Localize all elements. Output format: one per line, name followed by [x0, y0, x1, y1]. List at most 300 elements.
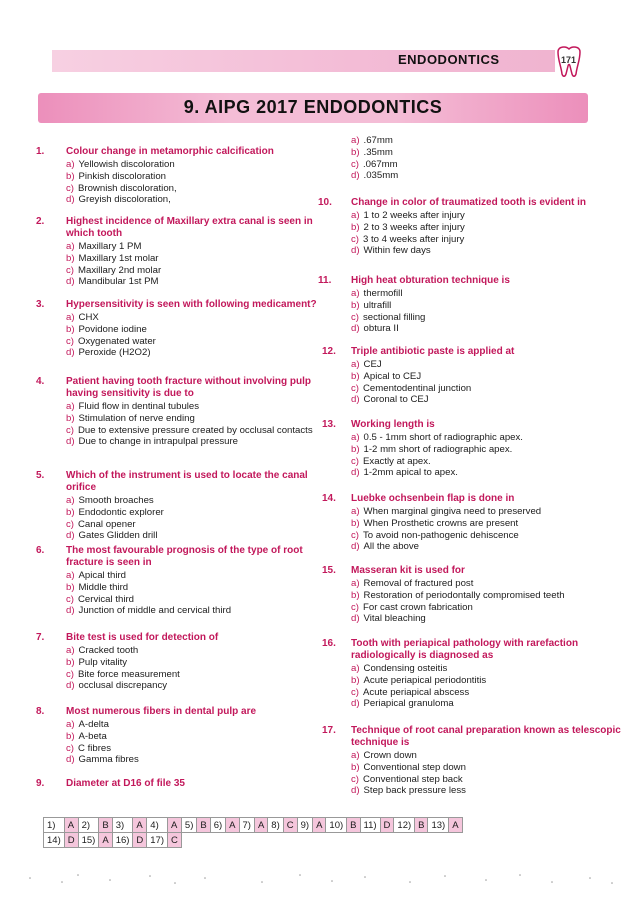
option-letter: c): [351, 773, 359, 785]
option-text: .067mm: [363, 158, 398, 170]
options-cont: [351, 135, 398, 182]
answer-number: 3): [112, 818, 133, 833]
option-text: Gates Glidden drill: [78, 530, 158, 542]
option-item: [66, 253, 161, 265]
option-letter: b): [66, 412, 75, 424]
option-letter: d): [66, 347, 75, 359]
option-item: [351, 371, 471, 383]
option-item: [66, 276, 161, 288]
answer-number: 15): [78, 833, 99, 848]
option-letter: a): [351, 288, 360, 299]
option-letter: a): [351, 432, 360, 443]
option-item: [351, 312, 425, 324]
option-item: [66, 507, 164, 519]
question-number-12: 12.: [322, 346, 336, 357]
options-8: [66, 719, 139, 766]
answer-letter: A: [226, 818, 239, 833]
option-letter: a): [66, 570, 75, 581]
question-number-17: 17.: [322, 725, 336, 736]
option-text: Within few days: [363, 245, 431, 257]
option-letter: d): [351, 245, 360, 257]
option-letter: c): [351, 311, 359, 323]
option-item: [66, 312, 156, 324]
decorative-dots: [0, 870, 638, 890]
question-text-5: Which of the instrument is used to locate the canal: [66, 470, 308, 481]
option-item: [351, 222, 465, 234]
question-number-3: 3.: [36, 299, 45, 310]
option-letter: c): [66, 518, 74, 530]
answer-letter: B: [347, 818, 360, 833]
question-text-15: Masseran kit is used for: [351, 565, 465, 576]
option-text: CEJ: [363, 359, 382, 370]
option-text: Greyish discoloration,: [78, 194, 171, 206]
option-letter: b): [66, 170, 75, 182]
option-text: Yellowish discoloration: [78, 159, 175, 170]
options-14: [351, 506, 541, 553]
question-text-4: having sensitivity is due to: [66, 388, 194, 399]
option-text: Mandibular 1st PM: [78, 276, 159, 288]
question-text-12: Triple antibiotic paste is applied at: [351, 346, 515, 357]
answer-letter: A: [168, 818, 182, 833]
options-3: [66, 312, 156, 359]
option-item: [351, 234, 465, 246]
answer-letter: D: [380, 818, 394, 833]
option-letter: b): [351, 674, 360, 686]
option-letter: d): [351, 170, 360, 182]
option-letter: a): [351, 578, 360, 589]
option-text: Pulp vitality: [78, 656, 128, 668]
option-text: thermofill: [363, 288, 403, 299]
option-item: [351, 785, 466, 797]
option-text: Brownish discoloration,: [78, 182, 177, 194]
answer-key: [43, 817, 463, 848]
options-2: [66, 241, 161, 288]
option-letter: c): [351, 233, 359, 245]
option-letter: c): [351, 158, 359, 170]
option-text: A-beta: [78, 730, 107, 742]
option-letter: a): [351, 359, 360, 370]
option-text: Acute periapical periodontitis: [363, 674, 487, 686]
option-text: Apical third: [78, 570, 126, 581]
option-item: [66, 401, 313, 413]
option-letter: b): [351, 589, 360, 601]
option-text: Exactly at apex.: [363, 455, 431, 467]
option-letter: a): [66, 719, 75, 730]
options-7: [66, 645, 180, 692]
options-6: [66, 570, 231, 617]
answer-letter: A: [313, 818, 326, 833]
answer-letter: B: [415, 818, 428, 833]
option-text: Middle third: [78, 581, 129, 593]
option-letter: a): [66, 241, 75, 252]
option-text: .035mm: [363, 170, 399, 182]
option-text: Pinkish discoloration: [78, 170, 166, 182]
question-text-14: Luebke ochsenbein flap is done in: [351, 493, 515, 504]
question-text-2: Highest incidence of Maxillary extra canal is seen in: [66, 216, 313, 227]
answer-letter: C: [168, 833, 182, 848]
option-text: Maxillary 1 PM: [78, 241, 142, 252]
option-letter: b): [66, 730, 75, 742]
option-text: Cervical third: [78, 593, 134, 605]
question-number-11: 11.: [318, 275, 332, 286]
options-15: [351, 578, 565, 625]
option-text: C fibres: [78, 742, 112, 754]
question-number-7: 7.: [36, 632, 45, 643]
option-item: [351, 432, 523, 444]
question-number-5: 5.: [36, 470, 45, 481]
question-text-6: The most favourable prognosis of the type of root: [66, 545, 303, 556]
answer-letter: D: [133, 833, 147, 848]
question-number-6: 6.: [36, 545, 45, 556]
option-letter: b): [351, 517, 360, 529]
answer-number: 2): [78, 818, 99, 833]
option-text: Cementodentinal junction: [363, 382, 472, 394]
answer-letter: A: [449, 818, 462, 833]
answer-row-2: [44, 833, 463, 848]
option-item: [351, 613, 565, 625]
option-text: 1-2 mm short of radiographic apex.: [363, 443, 513, 455]
options-11: [351, 288, 425, 335]
option-item: [351, 394, 471, 406]
option-letter: d): [66, 680, 75, 692]
option-letter: b): [351, 221, 360, 233]
option-letter: c): [351, 686, 359, 698]
option-letter: b): [66, 581, 75, 593]
option-text: Maxillary 2nd molar: [78, 264, 162, 276]
question-number-2: 2.: [36, 216, 45, 227]
answer-number: 14): [44, 833, 65, 848]
option-item: [351, 541, 541, 553]
question-text-3: Hypersensitivity is seen with following medicament?: [66, 299, 317, 310]
option-letter: a): [351, 663, 360, 674]
page-title: 9. AIPG 2017 ENDODONTICS: [183, 97, 443, 117]
option-letter: d): [351, 785, 360, 797]
question-number-9: 9.: [36, 778, 45, 789]
option-item: [66, 519, 164, 531]
option-item: [351, 590, 565, 602]
option-letter: b): [351, 761, 360, 773]
option-letter: c): [66, 668, 74, 680]
option-item: [66, 582, 231, 594]
option-text: Endodontic explorer: [78, 506, 164, 518]
option-item: [351, 170, 398, 182]
option-text: CHX: [78, 312, 99, 323]
question-text-16: radiologically is diagnosed as: [351, 650, 494, 661]
answer-letter: A: [254, 818, 267, 833]
option-item: [66, 171, 177, 183]
option-item: [66, 183, 177, 195]
option-item: [66, 657, 180, 669]
option-item: [66, 731, 139, 743]
option-item: [351, 135, 398, 147]
option-text: Vital bleaching: [363, 613, 426, 625]
question-number-4: 4.: [36, 376, 45, 387]
question-text-13: Working length is: [351, 419, 435, 430]
option-item: [351, 456, 523, 468]
option-text: Canal opener: [78, 518, 136, 530]
option-text: obtura II: [363, 323, 399, 335]
option-letter: d): [66, 436, 75, 448]
option-item: [66, 413, 313, 425]
option-text: occlusal discrepancy: [78, 680, 168, 692]
option-item: [351, 530, 541, 542]
option-letter: d): [66, 194, 75, 206]
option-item: [66, 159, 177, 171]
answer-number: 1): [44, 818, 65, 833]
option-letter: a): [66, 645, 75, 656]
question-number-8: 8.: [36, 706, 45, 717]
option-letter: c): [66, 264, 74, 276]
option-letter: a): [66, 159, 75, 170]
option-item: [351, 300, 425, 312]
options-13: [351, 432, 523, 479]
option-text: Conventional step back: [363, 773, 463, 785]
option-text: sectional filling: [363, 311, 426, 323]
option-item: [351, 675, 486, 687]
option-letter: b): [351, 370, 360, 382]
option-item: [351, 467, 523, 479]
option-letter: b): [66, 656, 75, 668]
option-letter: d): [351, 323, 360, 335]
option-text: Condensing osteitis: [363, 663, 448, 674]
option-letter: c): [66, 335, 74, 347]
option-item: [66, 194, 177, 206]
option-item: [351, 210, 465, 222]
answer-letter: B: [99, 818, 112, 833]
option-letter: d): [351, 467, 360, 479]
option-letter: d): [351, 394, 360, 406]
option-item: [66, 436, 313, 448]
option-text: Apical to CEJ: [363, 370, 422, 382]
option-text: .67mm: [363, 135, 393, 146]
option-text: 3 to 4 weeks after injury: [363, 233, 465, 245]
option-item: [351, 147, 398, 159]
question-number-16: 16.: [322, 638, 336, 649]
options-17: [351, 750, 466, 797]
option-letter: c): [351, 601, 359, 613]
option-letter: a): [351, 210, 360, 221]
option-item: [66, 347, 156, 359]
question-number-1: 1.: [36, 146, 45, 157]
option-item: [66, 570, 231, 582]
options-16: [351, 663, 486, 710]
option-text: Acute periapical abscess: [363, 686, 470, 698]
option-item: [351, 444, 523, 456]
option-letter: d): [351, 613, 360, 625]
question-text-9: Diameter at D16 of file 35: [66, 778, 185, 789]
option-letter: c): [351, 455, 359, 467]
option-text: 0.5 - 1mm short of radiographic apex.: [363, 432, 523, 443]
option-letter: d): [351, 698, 360, 710]
option-item: [351, 383, 471, 395]
options-1: [66, 159, 177, 206]
answer-number: 9): [297, 818, 312, 833]
question-text-11: High heat obturation technique is: [351, 275, 510, 286]
option-text: Oxygenated water: [78, 335, 156, 347]
answer-number: 6): [210, 818, 225, 833]
option-letter: a): [66, 312, 75, 323]
answer-number: 5): [181, 818, 196, 833]
option-letter: c): [66, 742, 74, 754]
option-letter: d): [66, 276, 75, 288]
option-item: [66, 530, 164, 542]
page-number: 171: [561, 55, 577, 65]
option-item: [351, 518, 541, 530]
question-text-2: which tooth: [66, 228, 123, 239]
option-item: [66, 336, 156, 348]
option-text: When Prosthetic crowns are present: [363, 517, 519, 529]
question-text-4: Patient having tooth fracture without involving pulp: [66, 376, 311, 387]
option-letter: c): [351, 382, 359, 394]
option-letter: b): [351, 443, 360, 455]
option-item: [66, 669, 180, 681]
option-item: [66, 495, 164, 507]
option-text: Crown down: [363, 750, 417, 761]
option-item: [351, 245, 465, 257]
question-text-16: Tooth with periapical pathology with rarefaction: [351, 638, 579, 649]
option-letter: c): [66, 182, 74, 194]
option-letter: c): [351, 529, 359, 541]
options-4: [66, 401, 313, 448]
option-item: [66, 605, 231, 617]
question-number-10: 10.: [318, 197, 332, 208]
answer-letter: A: [99, 833, 112, 848]
option-item: [66, 680, 180, 692]
option-text: Due to change in intrapulpal pressure: [78, 436, 238, 448]
answer-number: 17): [147, 833, 168, 848]
option-letter: b): [351, 146, 360, 158]
option-letter: b): [66, 323, 75, 335]
option-item: [351, 602, 565, 614]
option-text: Cracked tooth: [78, 645, 139, 656]
option-letter: a): [351, 750, 360, 761]
option-text: Coronal to CEJ: [363, 394, 429, 406]
option-item: [66, 425, 313, 437]
option-letter: a): [351, 506, 360, 517]
option-text: Fluid flow in dentinal tubules: [78, 401, 200, 412]
question-text-10: Change in color of traumatized tooth is evident in: [351, 197, 587, 208]
question-number-13: 13.: [322, 419, 336, 430]
option-letter: c): [66, 424, 74, 436]
option-text: Junction of middle and cervical third: [78, 605, 232, 617]
option-item: [351, 663, 486, 675]
option-item: [66, 265, 161, 277]
option-letter: d): [351, 541, 360, 553]
question-text-7: Bite test is used for detection of: [66, 632, 219, 643]
option-item: [351, 762, 466, 774]
option-letter: d): [66, 530, 75, 542]
option-text: A-delta: [78, 719, 109, 730]
option-text: Removal of fractured post: [363, 578, 474, 589]
question-text-17: technique is: [351, 737, 410, 748]
option-text: For cast crown fabrication: [363, 601, 473, 613]
option-text: Smooth broaches: [78, 495, 154, 506]
question-text-1: Colour change in metamorphic calcification: [66, 146, 274, 157]
option-text: Due to extensive pressure created by occlusal contacts: [78, 424, 313, 436]
option-letter: a): [66, 495, 75, 506]
option-item: [66, 743, 139, 755]
options-12: [351, 359, 471, 406]
question-text-8: Most numerous fibers in dental pulp are: [66, 706, 257, 717]
option-letter: c): [66, 593, 74, 605]
answer-number: 4): [147, 818, 168, 833]
answer-number: 7): [239, 818, 254, 833]
option-item: [66, 719, 139, 731]
option-item: [66, 754, 139, 766]
answer-letter: C: [283, 818, 297, 833]
answer-number: 10): [326, 818, 347, 833]
option-letter: d): [66, 605, 75, 617]
option-text: .35mm: [363, 146, 393, 158]
question-text-6: fracture is seen in: [66, 557, 152, 568]
option-item: [351, 687, 486, 699]
answer-letter: D: [64, 833, 78, 848]
answer-letter: A: [133, 818, 147, 833]
options-10: [351, 210, 465, 257]
option-item: [351, 323, 425, 335]
option-text: Peroxide (H2O2): [78, 347, 151, 359]
question-text-5: orifice: [66, 482, 97, 493]
option-item: [351, 359, 471, 371]
option-item: [351, 698, 486, 710]
option-text: Step back pressure less: [363, 785, 466, 797]
question-text-17: Technique of root canal preparation known as telescopic: [351, 725, 621, 736]
option-item: [351, 159, 398, 171]
option-item: [351, 774, 466, 786]
option-item: [351, 750, 466, 762]
option-text: 1 to 2 weeks after injury: [363, 210, 465, 221]
option-item: [351, 288, 425, 300]
option-text: Gamma fibres: [78, 754, 139, 766]
option-text: Stimulation of nerve ending: [78, 412, 195, 424]
option-text: 1-2mm apical to apex.: [363, 467, 458, 479]
option-text: Maxillary 1st molar: [78, 252, 159, 264]
answer-letter: B: [197, 818, 210, 833]
option-letter: a): [66, 401, 75, 412]
option-item: [66, 241, 161, 253]
option-letter: b): [66, 506, 75, 518]
option-text: When marginal gingiva need to preserved: [363, 506, 542, 517]
answer-letter: A: [64, 818, 78, 833]
option-text: All the above: [363, 541, 419, 553]
option-text: Povidone iodine: [78, 323, 147, 335]
option-item: [351, 578, 565, 590]
option-text: To avoid non-pathogenic dehiscence: [363, 529, 519, 541]
option-letter: b): [66, 252, 75, 264]
option-text: ultrafill: [363, 299, 392, 311]
option-text: Conventional step down: [363, 761, 466, 773]
option-item: [351, 506, 541, 518]
option-text: 2 to 3 weeks after injury: [363, 221, 465, 233]
answer-number: 8): [268, 818, 283, 833]
answer-number: 11): [360, 818, 380, 833]
question-number-15: 15.: [322, 565, 336, 576]
option-letter: a): [351, 135, 360, 146]
option-letter: d): [66, 754, 75, 766]
answer-number: 13): [428, 818, 449, 833]
option-letter: b): [351, 299, 360, 311]
options-5: [66, 495, 164, 542]
option-item: [66, 594, 231, 606]
option-text: Periapical granuloma: [363, 698, 454, 710]
option-text: Restoration of periodontally compromised teeth: [363, 589, 565, 601]
answer-row-1: [44, 818, 463, 833]
answer-number: 16): [112, 833, 133, 848]
answer-number: 12): [394, 818, 415, 833]
option-text: Bite force measurement: [78, 668, 180, 680]
option-item: [66, 645, 180, 657]
section-label: ENDODONTICS: [398, 52, 500, 67]
